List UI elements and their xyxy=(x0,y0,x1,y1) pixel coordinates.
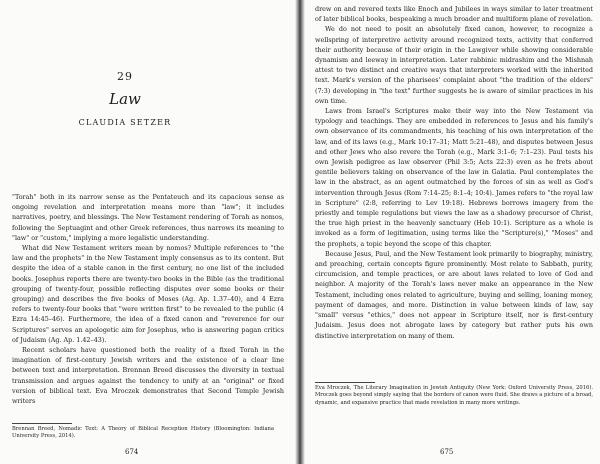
paragraph: Recent scholars have questioned both the reality of a fixed Torah in the imagination of first-century Jewish writers and the existence of a clear line between text and interpretation. Brennan Breed discusses the diversity in textual transmission and argues against the tendency to unify at an "original" or fixed version of biblical text. Eva Mroczek demonstrates that Second Temple Jewish writers xyxy=(12,346,284,406)
footnote-rule xyxy=(315,382,375,383)
chapter-author: CLAUDIA SETZER xyxy=(78,118,172,127)
paragraph: Laws from Israel's Scriptures make their way into the New Testament via typology and teachings. They are embedded in references to Jesus and his family's own observance of its commandments, his teaching of his own interpretation of the law, and of its laws (e.g., Mark 10:17–31; Matt 5:21–48), and disputes between Jesus and other Jews who also revere the Torah (e.g., Mark 3:1–6; 7:1–23). Paul tests his own Jewish pedigree as law observer (Phil 3:5; Acts 22:3) even as he frets about gentile believers taking on observance of the law in Galatia. Paul contemplates the law in the abstract, as an agent outmatched by the forces of sin as well as God's intervention through Jesus (Rom 7:14–25; 8:1–4; 10:4). James refers to "the royal law in Scripture" (2:8, referring to Lev 19:18). Hebrews borrows imagery from the priestly and temple regulations but views the law as a shadowy precursor of Christ, the true high priest in the heavenly sanctuary (Heb 10:1). Scripture as a whole is invoked as a form of legitimation, using terms like the "Scripture(s)," "Moses" and the prophets, a topic beyond the scope of this chapter. xyxy=(315,107,593,248)
footnote-rule xyxy=(12,423,72,424)
page-number-left: 674 xyxy=(125,448,139,456)
chapter-number: 29 xyxy=(117,70,133,83)
left-body-text xyxy=(12,192,284,406)
paragraph: What did New Testament writers mean by nomos? Multiple references to "the law and the prophets" in the New Testament imply consensus as to its content. But despite the idea of a stable canon in the first century, no one list of the included books. Josephus reports there are twenty-two books in the Bible (as the traditional grouping of twenty-four, possible reflecting disputes over some books or their grouping) and describes the five books of Moses (Ag. Ap. 1.37–40), and 4 Ezra refers to twenty-four books that "were written first" to be revealed to the public (4 Ezra 14:45–46). Furthermore, the idea of a fixed canon and "reverence for our Scriptures" serves an apologetic aim for Josephus, who is answering pagan critics of Judaism (Ag. Ap. 1.42–43). xyxy=(12,244,284,344)
right-footnote: Eva Mroczek, The Literary Imagination in Jewish Antiquity (New York: Oxford University Press, 2016). Mroczek goes beyond simply saying that the borders of canon were fluid. She draws a picture of a broad, dynamic, and expansive practice that made revelation in many more writings. xyxy=(315,385,593,406)
chapter-title: Law xyxy=(109,90,141,108)
paragraph: "Torah" both in its narrow sense as the Pentateuch and its capacious sense as ongoing revelation and interpretation means more than "law"; it includes narratives, poetry, and blessings. The New Testament rendering of Torah as nomos, following the Septuagint and other Greek references, thus narrows its meaning to "law" or "custom," implying a more legalistic understanding. xyxy=(12,193,284,242)
paragraph: We do not need to posit an absolutely fixed canon, however, to recognize a wellspring of interpretive activity around recognized texts, activity that conferred their authority because of their origin in the Lawgiver while showing considerable dynamism and leeway in interpretation. Later rabbinic midrashim and the Mishnah attest to two distinct and creative ways that interpreters worked with the inherited text. Mark's version of the pharisees' complaint about "the tradition of the elders" (7:3) developing in "the text" further suggests he is aware of similar practices in his own time. xyxy=(315,25,593,105)
left-footnote: Brennan Breed, Nomadic Text: A Theory of Biblical Reception History (Bloomington: Indiana University Press, 2014). xyxy=(12,426,274,440)
paragraph: drew on and revered texts like Enoch and Jubilees in ways similar to later treatment of later biblical books, bespeaking a much broader and multiform plane of revelation. xyxy=(315,5,593,24)
book-gutter xyxy=(295,0,305,464)
paragraph: Because Jesus, Paul, and the New Testament look primarily to biography, ministry, and preaching, certain concepts figure prominently. Most relate to Sabbath, purity, circumcision, and temple practices, or are about laws related to love of God and neighbor. A majority of the Torah's laws never make an appearance in the New Testament, including ones related to agriculture, buying and selling, loaning money, payment of damages, and more. Distinction in value between kinds of law, say "small" versus "ethics," does not appear in Scripture itself, nor is first-century Judaism. Jesus does not abrogate laws by category but rather puts his own distinctive interpretation on many of them. xyxy=(315,249,593,340)
left-page xyxy=(0,0,297,464)
right-page xyxy=(303,0,600,464)
right-body-text xyxy=(315,4,593,341)
page-number-right: 675 xyxy=(440,448,454,456)
